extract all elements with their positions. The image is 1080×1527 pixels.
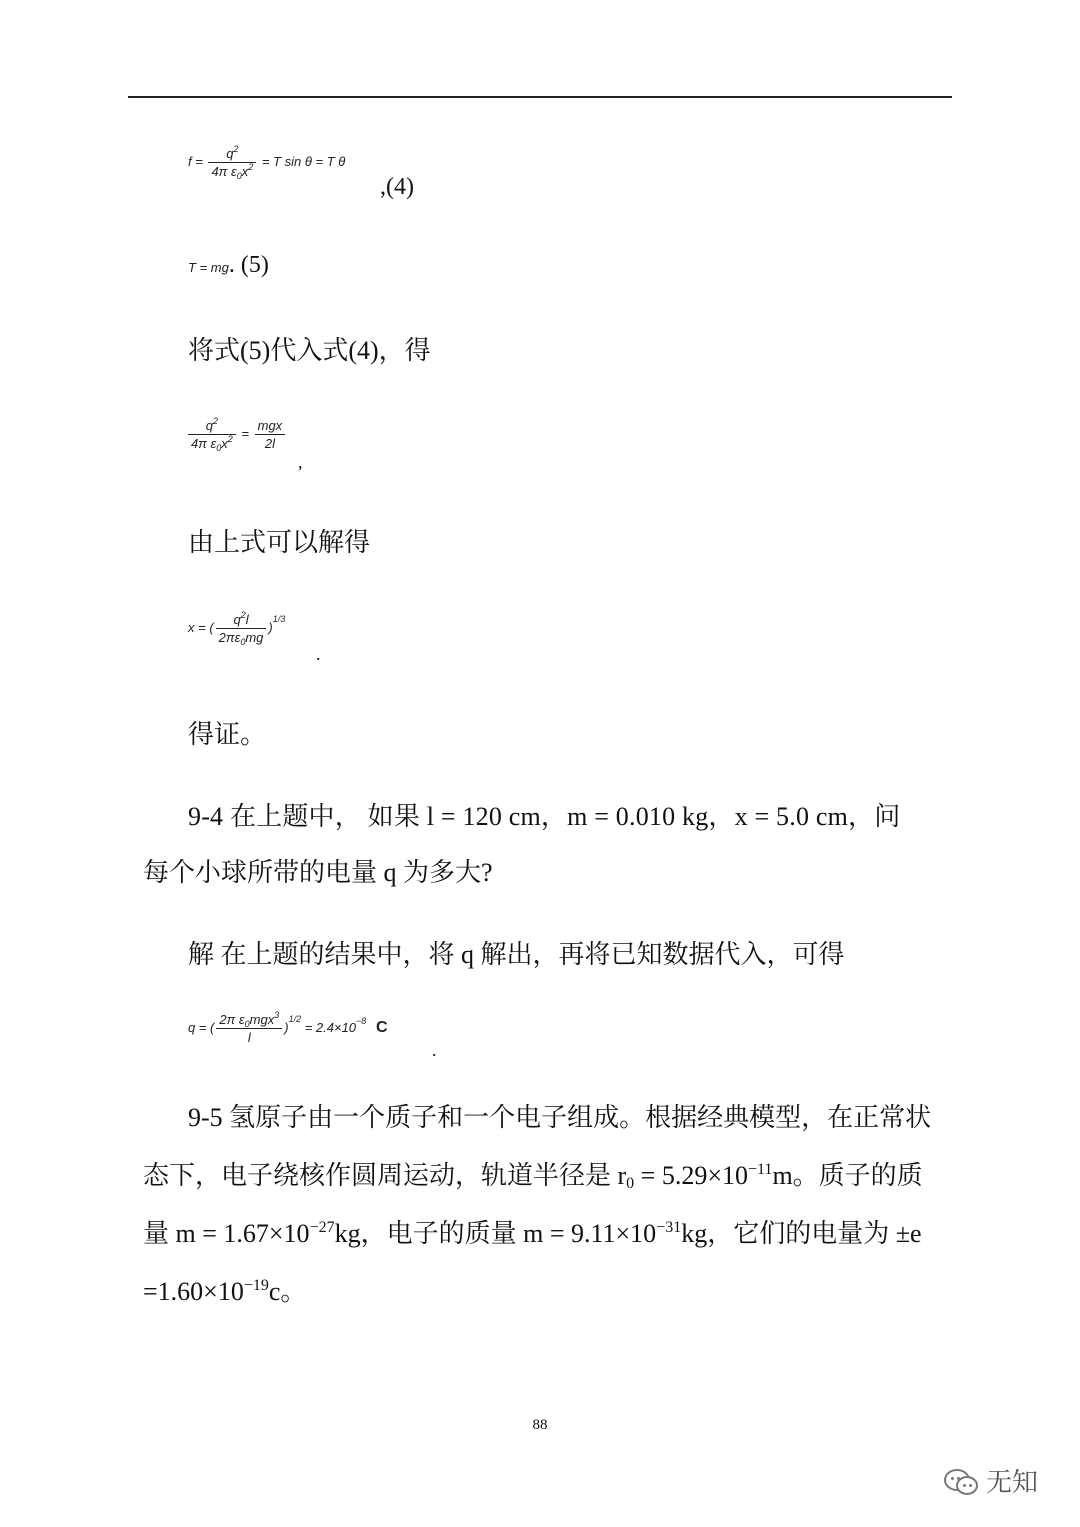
equation-6-trail: ,	[298, 452, 303, 472]
page-number: 88	[532, 1417, 548, 1433]
text-solve: 由上式可以解得	[188, 528, 371, 557]
problem-9-4-line2: 每个小球所带的电量 q 为多大?	[143, 858, 493, 887]
equation-8: q = ( $\frac{2\pi \varepsilon_0mgx^3}{l}$ )$^{1/2} = 2.4\times 10^{-8}$ C	[188, 1010, 388, 1045]
equation-7-trail: .	[316, 644, 321, 664]
problem-9-4-solution: 解 在上题的结果中，将 q 解出，再将已知数据代入，可得	[188, 940, 845, 969]
wechat-icon	[944, 1467, 978, 1495]
equation-4: f = $\frac{q^2}{4\pi \varepsilon_0x^2}$ = T sin θ = T θ	[188, 144, 346, 181]
watermark-text: 无知	[986, 1468, 1039, 1498]
equation-5: T = mg. (5)	[188, 252, 269, 278]
equation-4-label: ,(4)	[380, 174, 414, 200]
text-proved: 得证。	[188, 720, 267, 749]
problem-9-4-line1: 9-4 在上题中， 如果 l = 120 cm，m = 0.010 kg，x = 5.0 cm，问	[188, 802, 901, 831]
header-rule	[128, 96, 952, 98]
equation-6: $\frac{q^2}{4\pi \varepsilon_0x^2}$ = $\frac{\text{mgx}}{2l}$	[186, 418, 287, 451]
equation-8-trail: .	[432, 1040, 437, 1060]
equation-7: x = ( $\frac{q^2l}{2\pi\varepsilon_0mg}$ )$^{1/3}$	[188, 610, 286, 647]
problem-9-5: 9-5 氢原子由一个质子和一个电子组成。根据经典模型，在正常状态下，电子绕核作圆周运动，轨道半径是 $r_0 = 5.29\times 10^{-11}m$。质子的质量 $m = 1.67\times 10^{-27}kg$，电子的质量 $m = 9.11\times 10^{-31}kg$，它们的电量为 $\pm e =1.60\times 10^{-19}c$。	[143, 1103, 932, 1306]
text-substitute: 将式(5)代入式(4)，得	[188, 336, 431, 365]
watermark	[944, 1462, 1038, 1499]
